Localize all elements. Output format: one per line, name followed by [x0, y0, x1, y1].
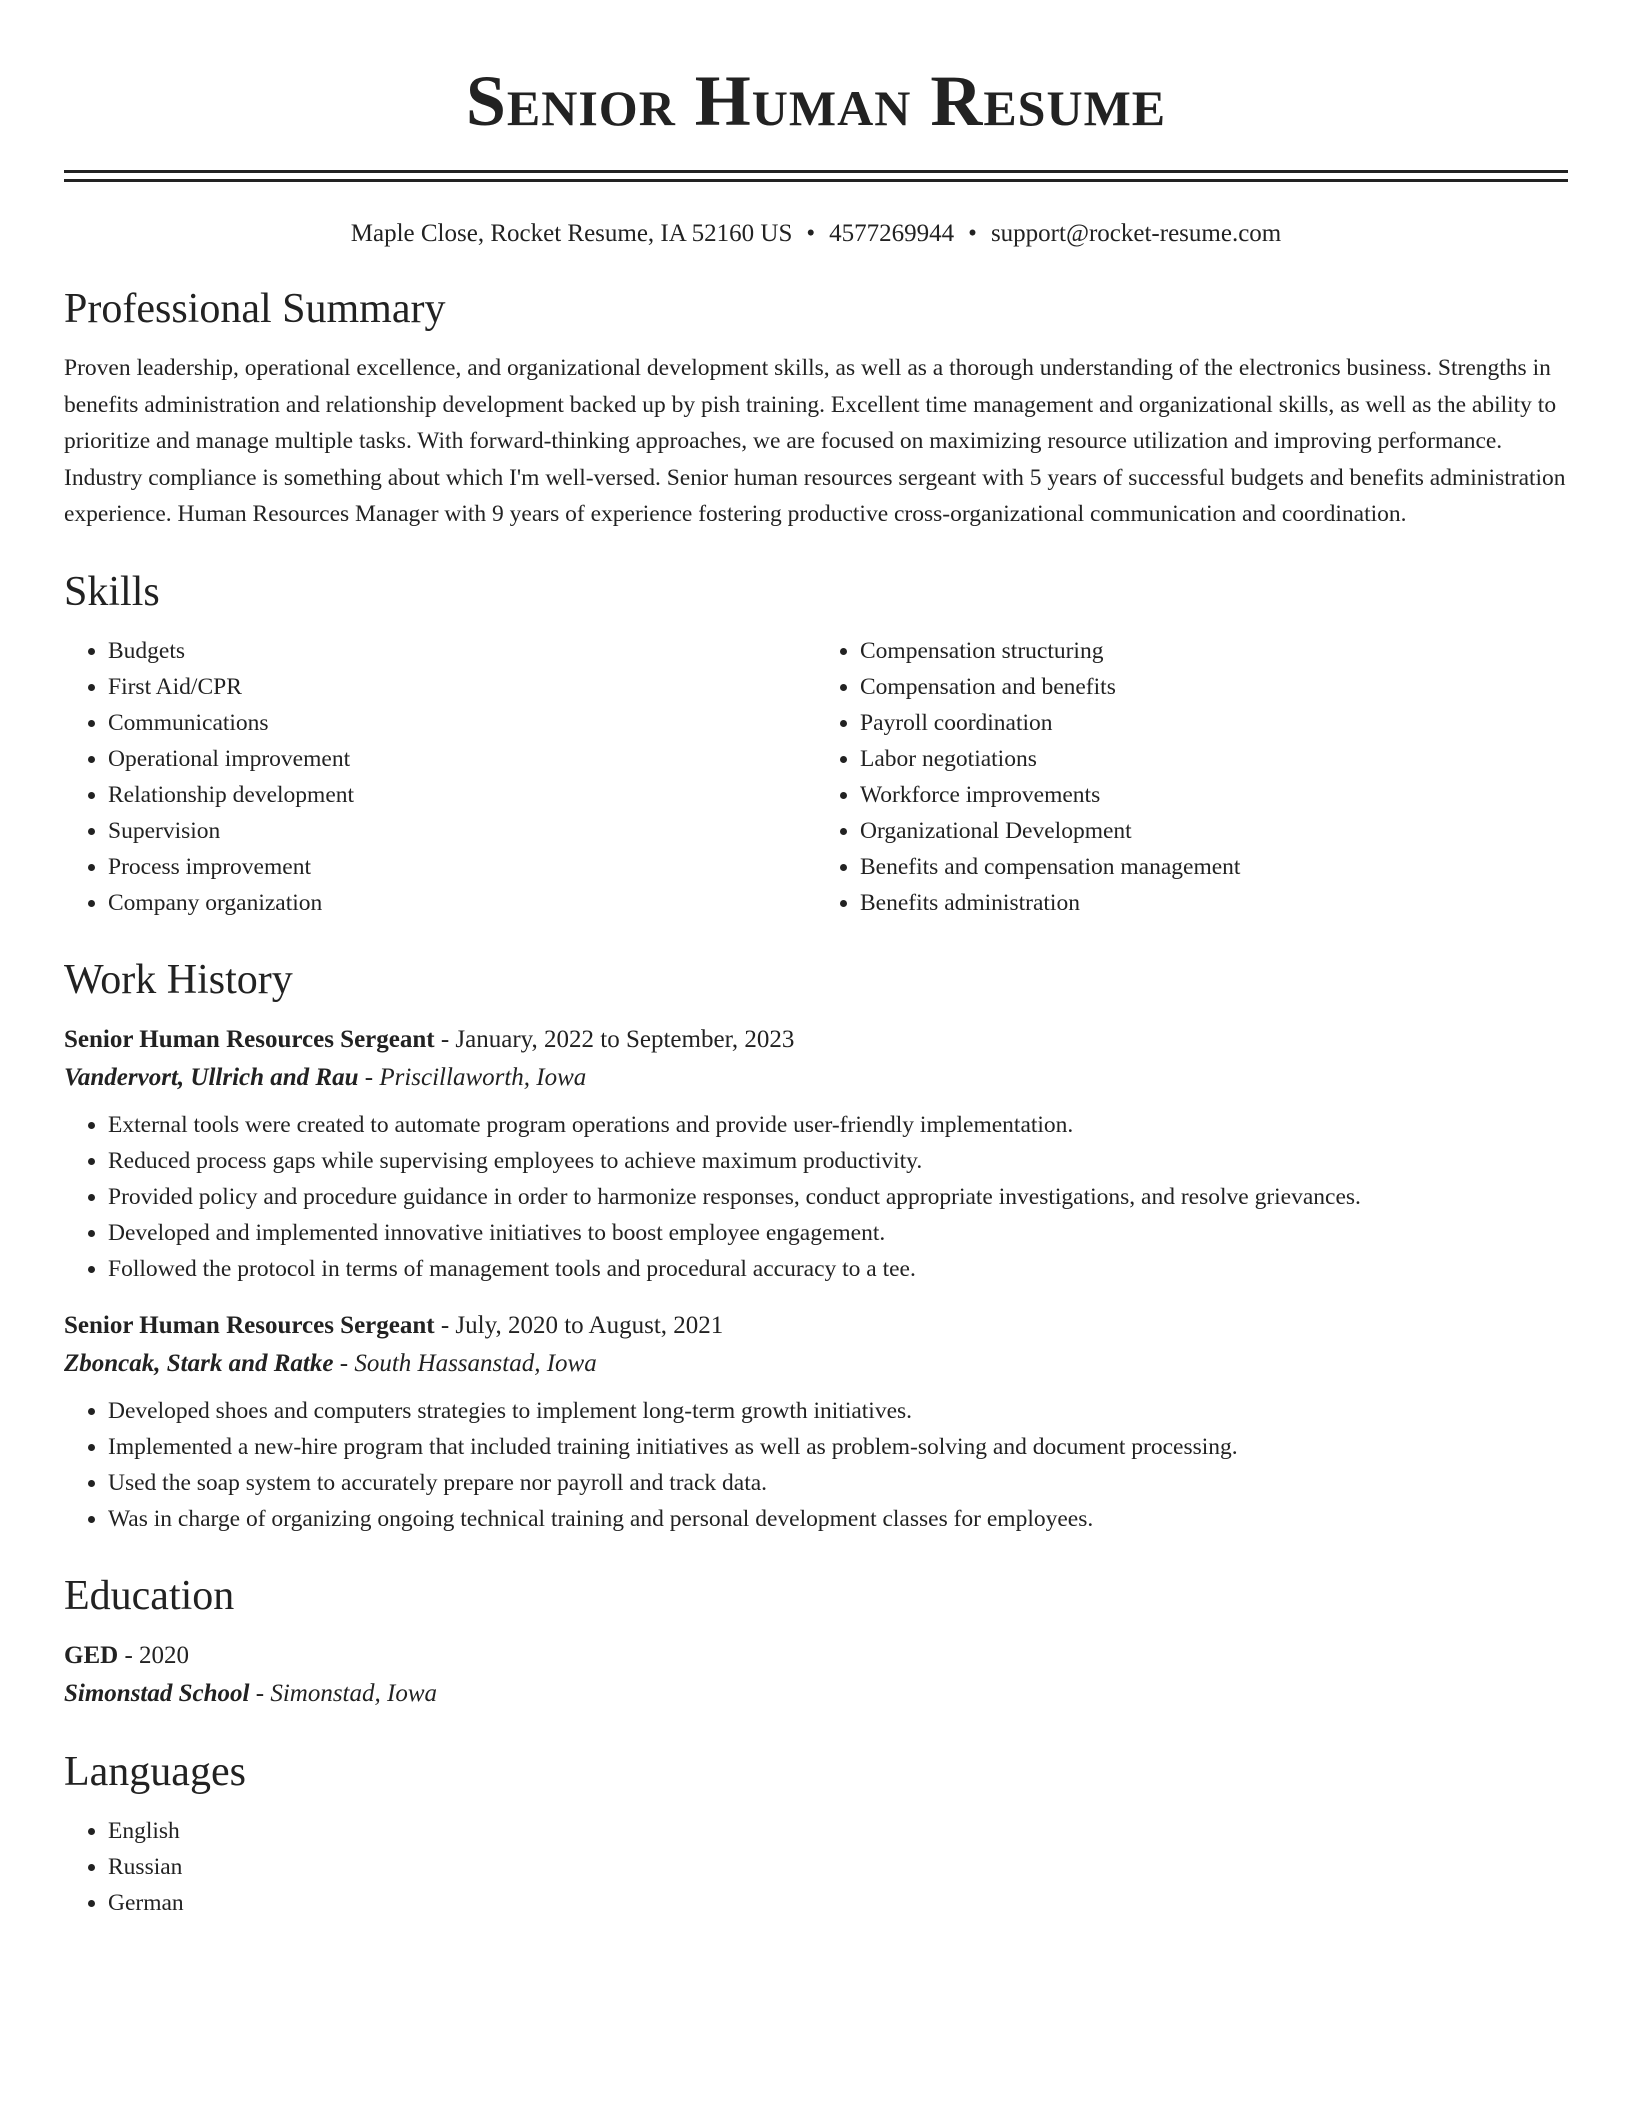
skill-item: • Benefits and compensation management: [860, 849, 1568, 885]
education-heading: Education: [64, 1572, 235, 1619]
skill-item: • Labor negotiations: [860, 741, 1568, 777]
job-dash: -: [358, 1063, 380, 1091]
contact-email: support@rocket-resume.com: [990, 220, 1282, 247]
job-dash: -: [333, 1349, 355, 1377]
job-bullet: • Implemented a new-hire program that included training initiatives as well as problem-solving and document processing.: [108, 1429, 1568, 1465]
skills-grid: [64, 633, 1568, 921]
education-year: 2020: [139, 1641, 190, 1669]
job-title-line: [64, 1021, 1568, 1059]
skill-item: • Supervision: [108, 813, 816, 849]
resume-name: Senior Human Resume: [465, 61, 1167, 141]
skill-item: • Communications: [108, 705, 816, 741]
summary-text: Proven leadership, operational excellence, and organizational development skills, as well as a thorough understanding of the electronics business. Strengths in benefits administration and relationship development backed up by pish training. Excellent time management and organizational skills, as well as the ability to prioritize and manage multiple tasks. With forward-thinking approaches, we are focused on maximizing resource utilization and improving performance. Industry compliance is something about which I'm well-versed. Senior human resources sergeant with 5 years of successful budgets and benefits administration experience. Human Resources Manager with 9 years of experience fostering productive cross-organizational communication and coordination.: [64, 355, 1566, 527]
education-degree: GED: [64, 1641, 119, 1669]
skill-item: • First Aid/CPR: [108, 669, 816, 705]
job-company: Zboncak, Stark and Ratke: [64, 1349, 334, 1377]
education-school: Simonstad School: [64, 1679, 250, 1707]
skill-item: • Workforce improvements: [860, 777, 1568, 813]
contact-address: Maple Close, Rocket Resume, IA 52160 US: [350, 220, 793, 247]
job-bullet: • Developed and implemented innovative initiatives to boost employee engagement.: [108, 1215, 1568, 1251]
job-bullet: • Was in charge of organizing ongoing technical training and personal development classes for employees.: [108, 1501, 1568, 1537]
skills-list-right: [816, 633, 1568, 921]
languages-list: [64, 1813, 1568, 1921]
job-bullets: [64, 1107, 1568, 1287]
job-title-line: [64, 1307, 1568, 1345]
job-company-line: [64, 1059, 1568, 1097]
language-item: • English: [108, 1813, 1568, 1849]
language-item: • German: [108, 1885, 1568, 1921]
job-location: South Hassanstad, Iowa: [354, 1349, 597, 1377]
skill-item: • Benefits administration: [860, 885, 1568, 921]
work-history-heading: Work History: [64, 956, 293, 1003]
job-title: Senior Human Resources Sergeant: [64, 1311, 435, 1339]
skill-item: • Process improvement: [108, 849, 816, 885]
education-dash: -: [249, 1679, 271, 1707]
job-company-line: [64, 1345, 1568, 1383]
job-bullet: • Developed shoes and computers strategies to implement long-term growth initiatives.: [108, 1393, 1568, 1429]
job-dash: -: [434, 1311, 456, 1339]
job-dates: January, 2022 to September, 2023: [455, 1025, 795, 1053]
skill-item: • Compensation and benefits: [860, 669, 1568, 705]
job-bullet: • Used the soap system to accurately prepare nor payroll and track data.: [108, 1465, 1568, 1501]
summary-heading: Professional Summary: [64, 286, 446, 332]
job-entry: [64, 1307, 1568, 1537]
skill-item: • Company organization: [108, 885, 816, 921]
education-degree-line: [64, 1637, 1568, 1675]
languages-heading: Languages: [64, 1748, 246, 1795]
job-entry: [64, 1021, 1568, 1287]
education-school-line: [64, 1675, 1568, 1713]
skill-item: • Organizational Development: [860, 813, 1568, 849]
skill-item: • Operational improvement: [108, 741, 816, 777]
skill-item: • Relationship development: [108, 777, 816, 813]
job-bullet: • Provided policy and procedure guidance in order to harmonize responses, conduct appropriate investigations, and resolve grievances.: [108, 1179, 1568, 1215]
skills-heading: Skills: [64, 568, 160, 615]
language-item: • Russian: [108, 1849, 1568, 1885]
job-bullet: • External tools were created to automate program operations and provide user-friendly implementation.: [108, 1107, 1568, 1143]
job-dash: -: [434, 1025, 456, 1053]
education-location: Simonstad, Iowa: [270, 1679, 437, 1707]
job-title: Senior Human Resources Sergeant: [64, 1025, 435, 1053]
skill-item: • Payroll coordination: [860, 705, 1568, 741]
job-company: Vandervort, Ullrich and Rau: [64, 1063, 359, 1091]
contact-line: [64, 218, 1568, 250]
skill-item: • Budgets: [108, 633, 816, 669]
job-bullets: [64, 1393, 1568, 1537]
contact-separator: •: [968, 220, 977, 247]
job-dates: July, 2020 to August, 2021: [455, 1311, 724, 1339]
education-dash: -: [118, 1641, 140, 1669]
job-location: Priscillaworth, Iowa: [379, 1063, 587, 1091]
header-divider: [64, 170, 1568, 182]
skill-item: • Compensation structuring: [860, 633, 1568, 669]
contact-separator: •: [806, 220, 816, 247]
contact-phone: 4577269944: [829, 220, 955, 247]
job-bullet: • Followed the protocol in terms of management tools and procedural accuracy to a tee.: [108, 1251, 1568, 1287]
job-bullet: • Reduced process gaps while supervising employees to achieve maximum productivity.: [108, 1143, 1568, 1179]
skills-list-left: [64, 633, 816, 921]
